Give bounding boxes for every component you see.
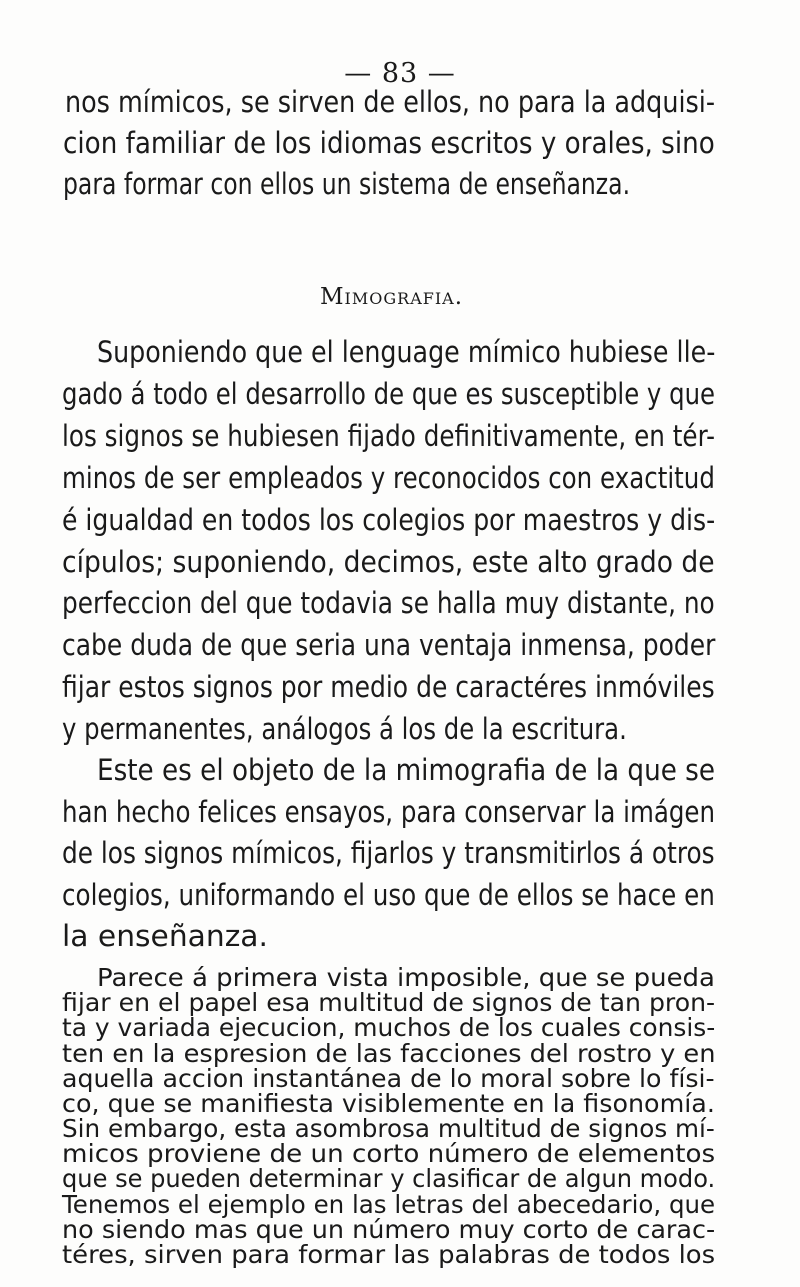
text-line: ten en la espresion de las facciones del rostro y en <box>62 1038 716 1068</box>
text-line: fijar estos signos por medio de caractéres inmóviles <box>62 670 715 705</box>
text-line: Este es el objeto de la mimografia de la que se <box>97 753 715 787</box>
text-line: téres, sirven para formar las palabras de todos los <box>62 1240 716 1269</box>
page-number: — 83 — <box>344 58 456 89</box>
text-line: é igualdad en todos los colegios por maestros y dis- <box>62 502 716 537</box>
text-line: de los signos mímicos, fijarlos y transmitirlos á otros <box>62 836 715 870</box>
text-line: han hecho felices ensayos, para conservar la imágen <box>62 794 715 829</box>
text-line: y permanentes, análogos á los de la escritura. <box>62 712 627 747</box>
text-line: gado á todo el desarrollo de que es susceptible y que <box>62 376 716 411</box>
text-line: colegios, uniformando el uso que de ellos se hace en <box>62 877 715 912</box>
text-line: micos proviene de un corto número de elementos <box>62 1139 716 1169</box>
section-heading: Mimografia. <box>320 284 464 310</box>
text-line: Suponiendo que el lenguage mímico hubiese lle- <box>97 335 716 369</box>
text-line: que se pueden determinar y clasificar de algun modo. <box>62 1164 716 1194</box>
text-line: para formar con ellos un sistema de enseñanza. <box>63 167 631 201</box>
text-line: ta y variada ejecucion, muchos de los cuales consis- <box>62 1013 716 1043</box>
text-line: minos de ser empleados y reconocidos con exactitud <box>62 460 715 495</box>
text-line: Parece á primera vista imposible, que se pueda <box>97 963 715 992</box>
text-line: los signos se hubiesen fijado definitivamente, en tér- <box>62 418 716 453</box>
text-line: co, que se manifiesta visiblemente en la fisonomía. <box>62 1088 715 1118</box>
text-line: nos mímicos, se sirven de ellos, no para la adquisi- <box>65 85 716 119</box>
text-line: Sin embargo, esta asombrosa multitud de signos mí- <box>62 1114 715 1144</box>
text-line: la enseñanza. <box>62 919 268 953</box>
text-line: cion familiar de los idiomas escritos y orales, sino <box>63 126 715 160</box>
text-line: fijar en el papel esa multitud de signos de tan pron- <box>62 988 716 1018</box>
text-line: aquella accion instantánea de lo moral sobre lo físi- <box>62 1063 715 1093</box>
text-line: perfeccion del que todavia se halla muy distante, no <box>62 586 715 621</box>
text-line: Tenemos el ejemplo en las letras del abecedario, que <box>62 1189 716 1219</box>
text-line: cípulos; suponiendo, decimos, este alto grado de <box>62 544 715 579</box>
text-line: no siendo mas que un número muy corto de carac- <box>62 1214 716 1244</box>
text-line: cabe duda de que seria una ventaja inmensa, poder <box>62 628 716 663</box>
